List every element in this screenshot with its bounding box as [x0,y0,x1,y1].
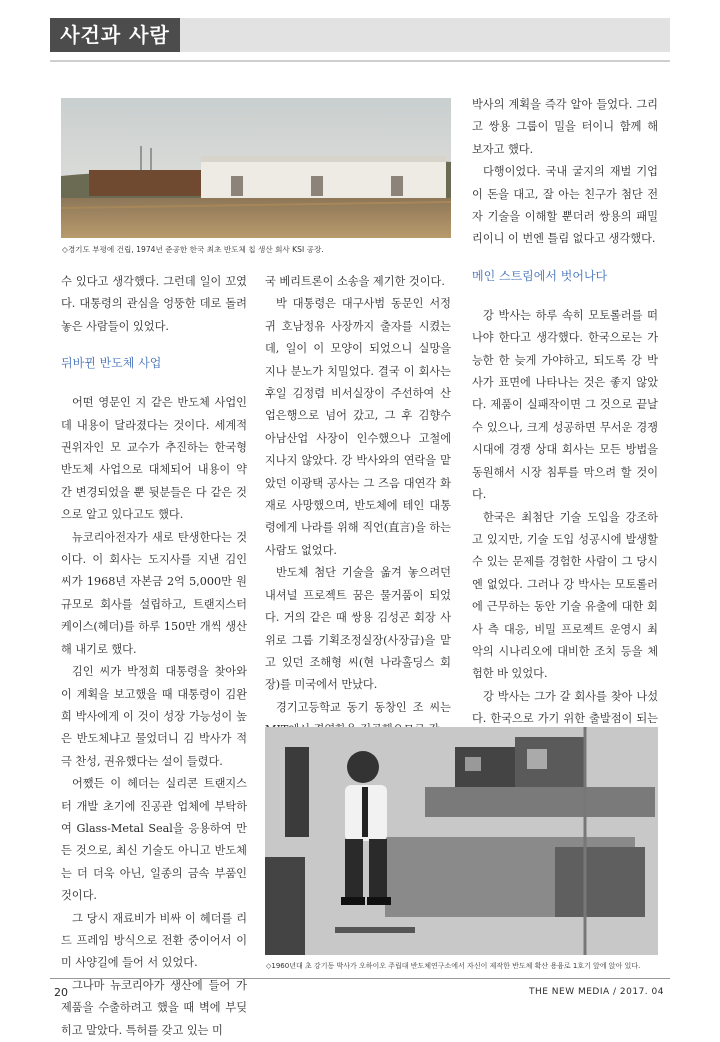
paragraph: 한국은 최첨단 기술 도입을 강조하고 있지만, 기술 도입 성공시에 발생할 수 있는 문제를 경험한 사람이 그 당시엔 없었다. 그러나 강 박사는 모토롤러에 근무하는 동안 기술 유출에 대한 회사 측 대응, 비밀 프로젝트 운영시 최악의 시나리오에 대비한 조치 등을 체험한 바 있었다. [472,510,658,681]
paragraph: 강 박사는 하루 속히 모토롤러를 떠나야 한다고 생각했다. 한국으로는 가능한 한 늦게 가야하고, 되도록 강 박사가 표면에 나타나는 것은 좋지 않았다. 제품이 실패작이면 그 것으로 끝날 수 있으나, 크게 성공하면 무서운 경쟁 시대에 경쟁 상대 회사는 모든 방법을 동원해서 시장 침투를 막으려 할 것이다. [472,308,658,502]
paragraph: 뉴코리아전자가 새로 탄생한다는 것이다. 이 회사는 도지사를 지낸 김인 씨가 1968년 자본금 2억 5,000만 원 규모로 회사를 설립하고, 트랜지스터 케이스(헤더)를 하루 150만 개씩 생산해 내기로 했다. [61,530,247,656]
paragraph: 박사의 계획을 즉각 알아 들었다. 그리고 쌍용 그룹이 밀을 터이니 함께 해 보자고 했다. [472,98,658,156]
paragraph: 박 대통령은 대구사범 동문인 서정귀 호남정유 사장까지 출자를 시켰는데, 일이 이 모양이 되었으니 실망을 지나 분노가 치밀었다. 결국 이 회사는 후일 김정렴 비서실장이 주선하여 산업은행으로 넘어 갔고, 그 후 김향수 아남산업 사장이 인수했으나 고철에 지나지 않았다. 강 박사와의 연락을 맡았던 이광택 공사는 그 즈음 대연각 화재로 사망했으며, 반도체에 테인 대통령에게 나라를 위해 직언(直言)을 하는 사람도 없었다. [265,297,451,557]
text-column-1 [61,271,247,1042]
paragraph: 김인 씨가 박정희 대통령을 찾아와 이 계획을 보고했을 때 대통령이 김완희 박사에게 이 것이 성장 가능성이 높은 반도체냐고 물었더니 김 박사가 적극 찬성, 권유했다는 설이 들렸다. [61,665,247,768]
factory-photo [61,98,451,238]
magazine-issue: THE NEW MEDIA / 2017. 04 [528,987,664,997]
section-title: 사건과 사람 [50,18,180,52]
footer-divider [50,978,670,979]
paragraph: 수 있다고 생각했다. 그런데 일이 꼬였다. 대통령의 관심을 엉뚱한 데로 돌려 놓은 사람들이 있었다. [61,275,247,333]
subheading: 메인 스트림에서 벗어나다 [472,268,608,283]
scientist-photo [265,727,658,955]
paragraph: 다행이었다. 국내 굴지의 재벌 기업이 돈을 대고, 잘 아는 친구가 첨단 전자 기술을 이해할 뿐더러 쌍용의 패밀리이니 이 번엔 틀림 없다고 생각했다. [472,165,658,246]
paragraph: 강 박사는 그가 갈 회사를 찾아 나섰다. 한국으로 가기 위한 출발점이 되는 [472,689,658,726]
paragraph: 어떤 영문인 지 같은 반도체 사업인데 내용이 달라졌다는 것이다. 세계적 권위자인 모 교수가 추진하는 한국형 반도체 사업으로 대체되어 내용이 약간 변경되었을 뿐 뒷분들은 다 같은 것으로 알고 있다고도 했다. [61,396,247,522]
paragraph: 그 당시 재료비가 비싸 이 헤더를 리드 프레임 방식으로 전환 중이어서 이미 사양길에 들어 서 있었다. [61,911,247,970]
factory-photo-caption: ◇경기도 부평에 건립, 1974년 준공한 한국 최초 반도체 칩 생산 회사 KSI 공장. [62,245,324,254]
header-divider [50,60,670,62]
paragraph: 그나마 뉴코리아가 생산에 들어 가 제품을 수출하려고 했을 때 벽에 부딪히고 말았다. 특허를 갖고 있는 미 [61,978,247,1037]
paragraph: 경기고등학교 동기 동창인 조 씨는 [276,700,451,714]
paragraph: 국 베리트론이 소송을 제기한 것이다. [265,275,445,288]
subheading: 뒤바뀐 반도체 사업 [61,356,162,371]
text-column-2 [265,271,451,742]
text-column-3 [472,94,658,753]
paragraph: 어쨌든 이 헤더는 실리콘 트랜지스터 개발 초기에 진공관 업체에 부탁하여 Glass-Metal Seal을 응용하여 만든 것으로, 최신 기술도 아니고 반도체는 더 더욱 아닌, 일종의 금속 부품인 것이다. [61,777,247,903]
scientist-photo-caption: ◇1960년대 초 강기동 박사가 오하이오 주립대 반도체연구소에서 자신이 제작한 반도체 확산 용융로 1호기 앞에 앉아 있다. [266,962,641,970]
paragraph: 반도체 첨단 기술을 옮겨 놓으려던 내셔널 프로젝트 꿈은 물거품이 되었다. 거의 같은 때 쌍용 김성곤 회장 사위로 그룹 기획조정실장(사장급)을 맡고 있던 조해형 씨(현 나라홀딩스 회장)를 미국에서 만났다. [265,566,451,692]
page-number: 20 [54,986,68,999]
